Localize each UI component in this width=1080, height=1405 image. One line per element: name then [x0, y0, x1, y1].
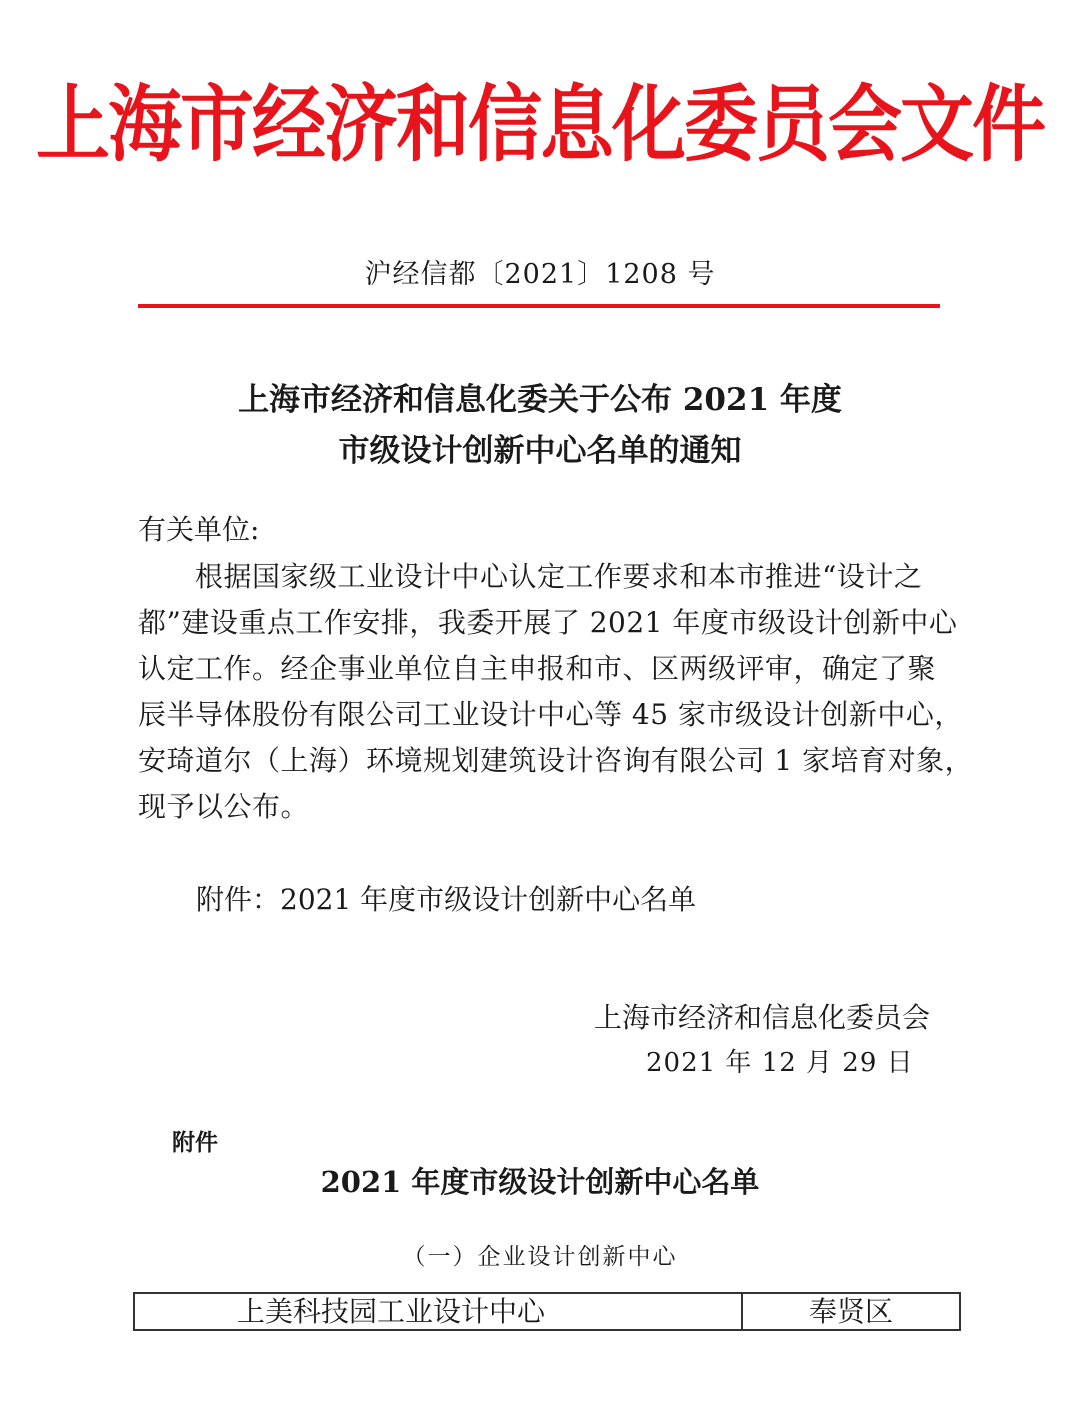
body-line: 现予以公布。	[138, 790, 310, 823]
body-line: 根据国家级工业设计中心认定工作要求和本市推进“设计之	[138, 560, 923, 593]
body-line: 认定工作。经企事业单位自主申报和市、区两级评审，确定了聚	[138, 652, 937, 685]
signature-organization: 上海市经济和信息化委员会	[594, 1001, 931, 1034]
notice-title-line-2: 市级设计创新中心名单的通知	[338, 433, 742, 469]
notice-title-line-1: 上海市经济和信息化委关于公布 2021 年度	[238, 382, 842, 418]
body-line: 辰半导体股份有限公司工业设计中心等 45 家市级设计创新中心，	[138, 698, 963, 731]
table-row	[134, 1293, 960, 1330]
salutation: 有关单位:	[138, 513, 260, 546]
masthead-title: 上海市经济和信息化委员会文件	[36, 76, 1044, 174]
body-line: 安琦道尔（上海）环境规划建筑设计咨询有限公司 1 家培育对象，	[138, 744, 974, 777]
body-line: 都”建设重点工作安排，我委开展了 2021 年度市级设计创新中心	[138, 606, 958, 639]
red-divider-line	[138, 304, 940, 308]
section-heading: （一）企业设计创新中心	[402, 1244, 678, 1270]
attachment-note: 附件：2021 年度市级设计创新中心名单	[196, 883, 697, 916]
document-number: 沪经信都〔2021〕1208 号	[364, 259, 716, 290]
annex-label: 附件	[172, 1130, 218, 1156]
annex-title: 2021 年度市级设计创新中心名单	[320, 1165, 760, 1199]
center-list-table	[133, 1292, 961, 1331]
district-cell: 奉贤区	[742, 1293, 960, 1330]
signature-date: 2021 年 12 月 29 日	[646, 1048, 914, 1078]
center-name-cell: 上美科技园工业设计中心	[134, 1293, 742, 1330]
